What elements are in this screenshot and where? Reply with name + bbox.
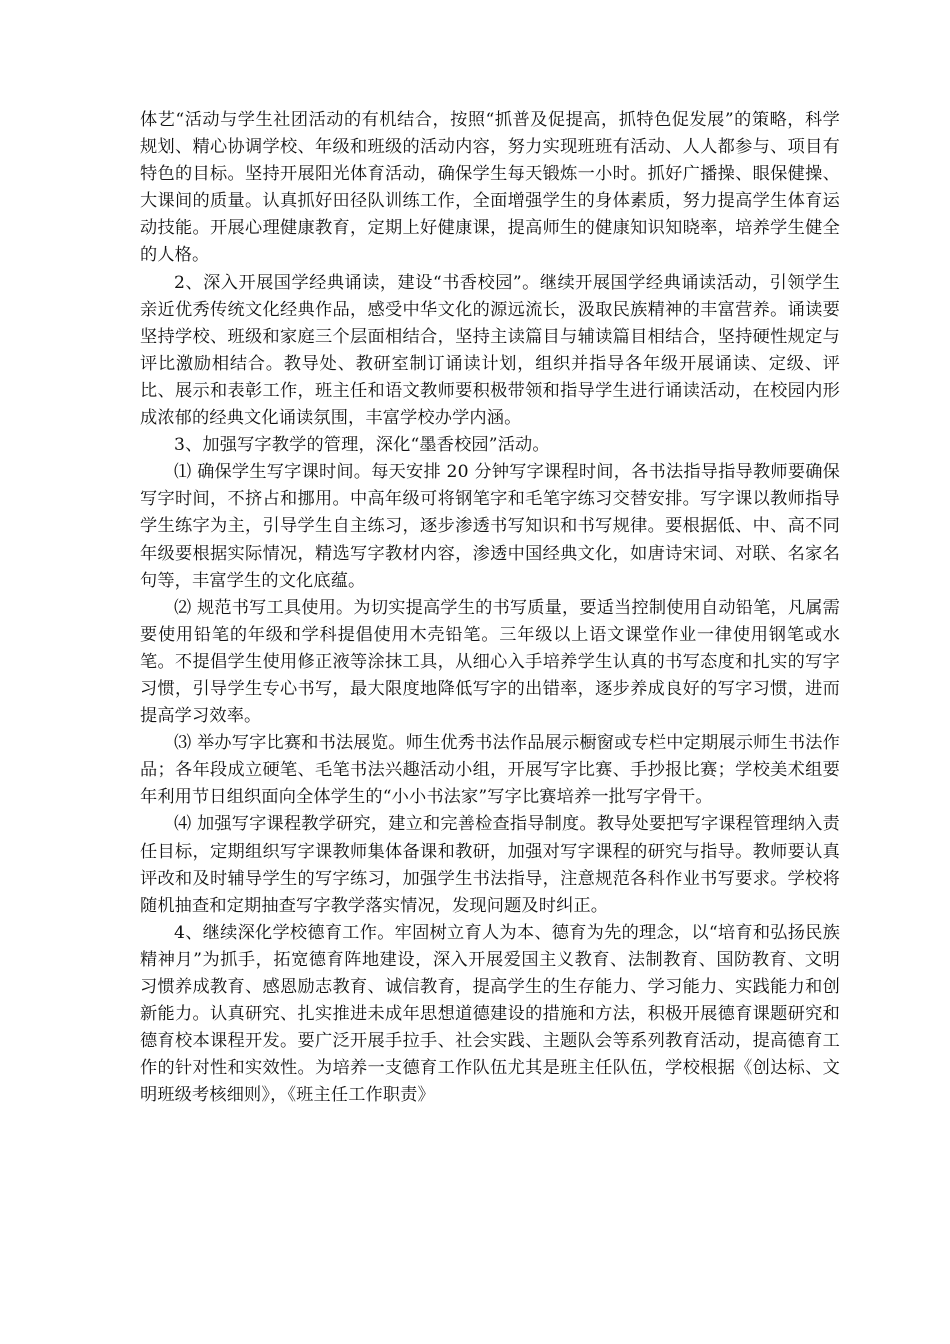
paragraph-writing-heading: 3、加强写字教学的管理，深化“墨香校园”活动。: [174, 435, 550, 456]
paragraph-writing-time: ⑴ 确保学生写字课时间。每天安排 20 分钟写字课程时间，各书法指导指导教师要确保写字时间，不挤占和挪用。中高年级可将钢笔字和毛笔字练习交替安排。写字课以教师指导学生练字为主，引导学生自主练习，逐步渗透书写知识和书写规律。要根据低、中、高不同年级要根据实际情况，精选写字教材内容，渗透中国经典文化，如唐诗宋词、对联、名家名句等，丰富学生的文化底蕴。: [140, 462, 840, 591]
paragraph-calligraphy-contest: ⑶ 举办写字比赛和书法展览。师生优秀书法作品展示橱窗或专栏中定期展示师生书法作品；各年段成立硬笔、毛笔书法兴趣活动小组，开展写字比赛、手抄报比赛；学校美术组要年利用节日组织面向全体学生的“小小书法家”写字比赛培养一批写字骨干。: [140, 733, 840, 808]
paragraph-writing-tools: ⑵ 规范书写工具使用。为切实提高学生的书写质量，要适当控制使用自动铅笔，凡属需要使用铅笔的年级和学科提倡使用木壳铅笔。三年级以上语文课堂作业一律使用钢笔或水笔。不提倡学生使用修正液等涂抹工具，从细心入手培养学生认真的书写态度和扎实的写字习惯，引导学生专心书写，最大限度地降低写字的出错率，逐步养成良好的写字习惯，进而提高学习效率。: [140, 597, 840, 727]
paragraph-writing-research: ⑷ 加强写字课程教学研究，建立和完善检查指导制度。教导处要把写字课程管理纳入责任目标，定期组织写字课教师集体备课和教研，加强对写字课程的研究与指导。教师要认真评改和及时辅导学生的写字练习，加强学生书法指导，注意规范各科作业书写要求。学校将随机抽查和定期抽查写字教学落实情况，发现问题及时纠正。: [140, 814, 840, 916]
document-page: [140, 107, 840, 1109]
paragraph-classics-reading: 2、深入开展国学经典诵读，建设“书香校园”。继续开展国学经典诵读活动，引领学生亲近优秀传统文化经典作品，感受中华文化的源远流长，汲取民族精神的丰富营养。诵读要坚持学校、班级和家庭三个层面相结合，坚持主读篇目与辅读篇目相结合，坚持硬性规定与评比激励相结合。教导处、教研室制订诵读计划，组织并指导各年级开展诵读、定级、评比、展示和表彰工作，班主任和语文教师要积极带领和指导学生进行诵读活动，在校园内形成浓郁的经典文化诵读氛围，丰富学校办学内涵。: [140, 272, 840, 429]
paragraph-sports-activities: 体艺“活动与学生社团活动的有机结合，按照“抓普及促提高，抓特色促发展”的策略，科学规划、精心协调学校、年级和班级的活动内容，努力实现班班有活动、人人都参与、项目有特色的目标。坚持开展阳光体育活动，确保学生每天锻炼一小时。抓好广播操、眼保健操、大课间的质量。认真抓好田径队训练工作，全面增强学生的身体素质，努力提高学生体育运动技能。开展心理健康教育，定期上好健康课，提高师生的健康知识知晓率，培养学生健全的人格。: [140, 110, 840, 266]
paragraph-moral-education: 4、继续深化学校德育工作。牢固树立育人为本、德育为先的理念，以“培育和弘扬民族精神月”为抓手，拓宽德育阵地建设，深入开展爱国主义教育、法制教育、国防教育、文明习惯养成教育、感恩励志教育、诚信教育，提高学生的生存能力、学习能力、实践能力和创新能力。认真研究、扎实推进未成年思想道德建设的措施和方法，积极开展德育课题研究和德育校本课程开发。要广泛开展手拉手、社会实践、主题队会等系列教育活动，提高德育工作的针对性和实效性。为培养一支德育工作队伍尤其是班主任队伍，学校根据《创达标、文明班级考核细则》，《班主任工作职责》: [140, 922, 840, 1106]
